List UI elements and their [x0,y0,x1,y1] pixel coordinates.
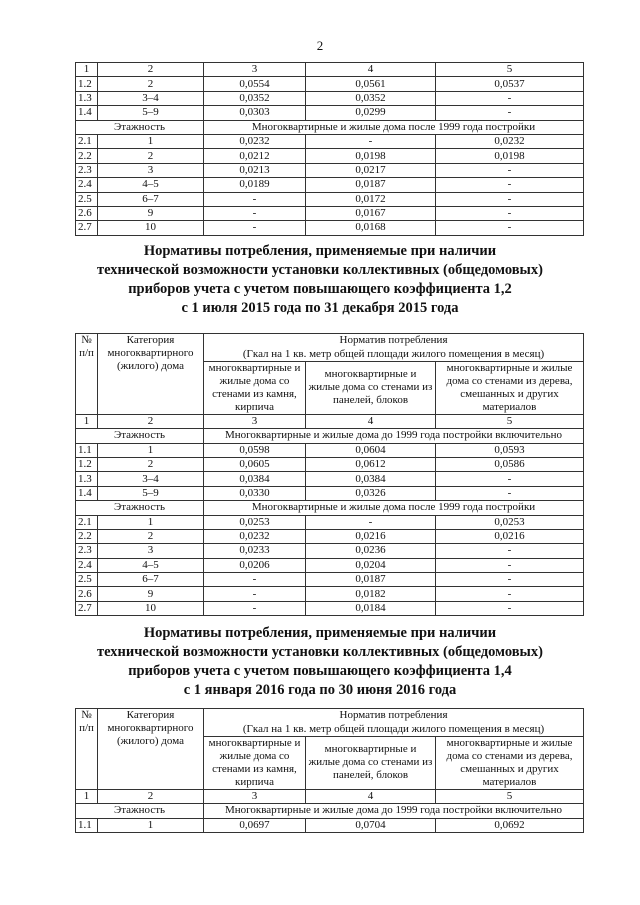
norm-value: 0,0612 [306,457,436,471]
table-row [76,163,584,177]
table-row [76,515,584,529]
floors-value: 4–5 [98,178,204,192]
column-number: 5 [436,789,584,803]
norm-value: 0,0216 [306,529,436,543]
floors-value: 6–7 [98,192,204,206]
norm-value: 0,0253 [436,515,584,529]
table-row [76,818,584,832]
row-number: 1.4 [76,106,98,120]
norm-value: 0,0204 [306,558,436,572]
heading-line: Нормативы потребления, применяемые при наличии [143,243,497,259]
table-row [76,587,584,601]
floors-value: 2 [98,77,204,91]
norm-value: 0,0187 [306,178,436,192]
table-row [76,544,584,558]
floors-value: 10 [98,221,204,235]
header-col4: многоквартирные и жилые дома со стенами из панелей, блоков [306,736,436,789]
heading-line: приборов учета с учетом повышающего коэффициента 1,2 [128,281,512,297]
row-number: 2.6 [76,587,98,601]
group-label: Многоквартирные и жилые дома до 1999 года постройки включительно [204,804,584,818]
floors-label: Этажность [76,804,204,818]
floors-value: 6–7 [98,573,204,587]
norm-value: 0,0189 [204,178,306,192]
header-number: № п/п [76,334,98,415]
row-number: 2.1 [76,134,98,148]
group-label: Многоквартирные и жилые дома после 1999 года постройки [204,501,584,515]
norm-value: - [436,206,584,220]
floors-value: 3 [98,544,204,558]
header-unit: (Гкал на 1 кв. метр общей площади жилого помещения в месяц) [204,722,584,736]
norm-value: 0,0352 [204,91,306,105]
page-number: 2 [316,38,324,53]
norm-value: 0,0554 [204,77,306,91]
heading-coefficient-1-2 [0,242,640,318]
group-row [76,501,584,515]
norm-value: 0,0704 [306,818,436,832]
heading-coefficient-1-4 [0,624,640,700]
norm-value: 0,0217 [306,163,436,177]
norm-value: 0,0303 [204,106,306,120]
norm-value: 0,0236 [306,544,436,558]
table-row [76,192,584,206]
heading-line: Нормативы потребления, применяемые при наличии [143,625,497,641]
table-row [76,573,584,587]
column-numbers-row [76,63,584,77]
table-row [76,558,584,572]
norm-value: 0,0692 [436,818,584,832]
norm-value: 0,0299 [306,106,436,120]
table-row [76,91,584,105]
column-number: 1 [76,63,98,77]
table-row [76,601,584,615]
row-number: 1.1 [76,818,98,832]
header-col3: многоквартирные и жилые дома со стенами из камня, кирпича [204,361,306,414]
norm-value: - [436,178,584,192]
floors-value: 2 [98,529,204,543]
floors-value: 2 [98,149,204,163]
row-number: 2.4 [76,558,98,572]
norm-value: 0,0593 [436,443,584,457]
norm-value: - [204,601,306,615]
norm-value: - [436,221,584,235]
floors-label: Этажность [76,120,204,134]
norm-value: - [204,221,306,235]
column-number: 3 [204,414,306,428]
column-number: 2 [98,63,204,77]
floors-label: Этажность [76,429,204,443]
norm-value: 0,0384 [306,472,436,486]
header-norm: Норматив потребления [204,334,584,348]
norm-value: - [306,134,436,148]
norm-value: - [204,587,306,601]
floors-value: 5–9 [98,486,204,500]
norm-value: 0,0384 [204,472,306,486]
table-row [76,529,584,543]
norm-value: 0,0697 [204,818,306,832]
norm-value: 0,0198 [436,149,584,163]
norm-value: 0,0206 [204,558,306,572]
row-number: 2.2 [76,529,98,543]
floors-value: 9 [98,206,204,220]
header-col3: многоквартирные и жилые дома со стенами из камня, кирпича [204,736,306,789]
norm-value: - [204,206,306,220]
row-number: 2.5 [76,573,98,587]
norm-value: 0,0232 [204,134,306,148]
column-number: 5 [436,414,584,428]
row-number: 1.2 [76,77,98,91]
floors-value: 1 [98,818,204,832]
norm-value: 0,0598 [204,443,306,457]
norm-value: 0,0330 [204,486,306,500]
norm-value: - [436,106,584,120]
heading-line: с 1 января 2016 года по 30 июня 2016 года [183,682,457,698]
norm-value: - [436,601,584,615]
norm-value: - [436,587,584,601]
norm-value: 0,0326 [306,486,436,500]
floors-value: 5–9 [98,106,204,120]
norm-value: 0,0167 [306,206,436,220]
floors-value: 10 [98,601,204,615]
column-number: 1 [76,414,98,428]
row-number: 1.1 [76,443,98,457]
floors-label: Этажность [76,501,204,515]
norm-value: - [436,91,584,105]
row-number: 2.3 [76,544,98,558]
header-category: Категория многоквартирного (жилого) дома [98,709,204,790]
group-row [76,804,584,818]
table-row [76,77,584,91]
header-number: № п/п [76,709,98,790]
norm-value: - [436,192,584,206]
column-number: 2 [98,789,204,803]
table-row [76,221,584,235]
column-number: 5 [436,63,584,77]
row-number: 1.2 [76,457,98,471]
norm-value: 0,0216 [436,529,584,543]
row-number: 2.5 [76,192,98,206]
column-number: 1 [76,789,98,803]
row-number: 2.1 [76,515,98,529]
header-category: Категория многоквартирного (жилого) дома [98,334,204,415]
group-row [76,120,584,134]
floors-value: 1 [98,134,204,148]
norm-value: - [436,573,584,587]
table-row [76,149,584,163]
header-col5: многоквартирные и жилые дома со стенами из дерева, смешанных и других материалов [436,736,584,789]
group-label: Многоквартирные и жилые дома после 1999 года постройки [204,120,584,134]
norms-table-continued [75,62,584,236]
norm-value: 0,0232 [436,134,584,148]
heading-line: с 1 июля 2015 года по 31 декабря 2015 года [181,300,459,316]
header-norm: Норматив потребления [204,709,584,723]
norm-value: 0,0561 [306,77,436,91]
norm-value: - [436,486,584,500]
column-number: 4 [306,414,436,428]
column-number: 3 [204,63,306,77]
norms-table-2016 [75,708,584,833]
norms-table-2015 [75,333,584,616]
column-number: 4 [306,63,436,77]
floors-value: 3 [98,163,204,177]
column-number: 2 [98,414,204,428]
table-row [76,457,584,471]
floors-value: 1 [98,443,204,457]
row-number: 2.7 [76,601,98,615]
header-unit: (Гкал на 1 кв. метр общей площади жилого помещения в месяц) [204,347,584,361]
norm-value: 0,0184 [306,601,436,615]
group-label: Многоквартирные и жилые дома до 1999 года постройки включительно [204,429,584,443]
norm-value: 0,0253 [204,515,306,529]
norm-value: - [436,163,584,177]
row-number: 2.4 [76,178,98,192]
row-number: 2.2 [76,149,98,163]
norm-value: 0,0604 [306,443,436,457]
group-row [76,429,584,443]
floors-value: 3–4 [98,472,204,486]
column-number: 3 [204,789,306,803]
norm-value: 0,0605 [204,457,306,471]
row-number: 2.7 [76,221,98,235]
floors-value: 4–5 [98,558,204,572]
norm-value: - [306,515,436,529]
norm-value: 0,0352 [306,91,436,105]
column-numbers-row [76,414,584,428]
norm-value: 0,0213 [204,163,306,177]
norm-value: 0,0212 [204,149,306,163]
norm-value: - [436,558,584,572]
table-row [76,443,584,457]
column-number: 4 [306,789,436,803]
norm-value: 0,0182 [306,587,436,601]
row-number: 1.4 [76,486,98,500]
norm-value: 0,0172 [306,192,436,206]
table-row [76,486,584,500]
norm-value: - [204,192,306,206]
floors-value: 9 [98,587,204,601]
table-row [76,134,584,148]
norm-value: 0,0187 [306,573,436,587]
norm-value: 0,0233 [204,544,306,558]
heading-line: технической возможности установки коллективных (общедомовых) [97,644,543,660]
norm-value: - [436,544,584,558]
floors-value: 1 [98,515,204,529]
floors-value: 2 [98,457,204,471]
norm-value: 0,0537 [436,77,584,91]
row-number: 1.3 [76,91,98,105]
header-col4: многоквартирные и жилые дома со стенами из панелей, блоков [306,361,436,414]
norm-value: 0,0586 [436,457,584,471]
row-number: 2.3 [76,163,98,177]
norm-value: - [204,573,306,587]
table-row [76,178,584,192]
row-number: 2.6 [76,206,98,220]
row-number: 1.3 [76,472,98,486]
norm-value: 0,0168 [306,221,436,235]
norm-value: - [436,472,584,486]
floors-value: 3–4 [98,91,204,105]
table-row [76,472,584,486]
heading-line: приборов учета с учетом повышающего коэффициента 1,4 [128,663,512,679]
norm-value: 0,0232 [204,529,306,543]
norm-value: 0,0198 [306,149,436,163]
header-col5: многоквартирные и жилые дома со стенами из дерева, смешанных и других материалов [436,361,584,414]
table-row [76,106,584,120]
heading-line: технической возможности установки коллективных (общедомовых) [97,262,543,278]
table-row [76,206,584,220]
column-numbers-row [76,789,584,803]
